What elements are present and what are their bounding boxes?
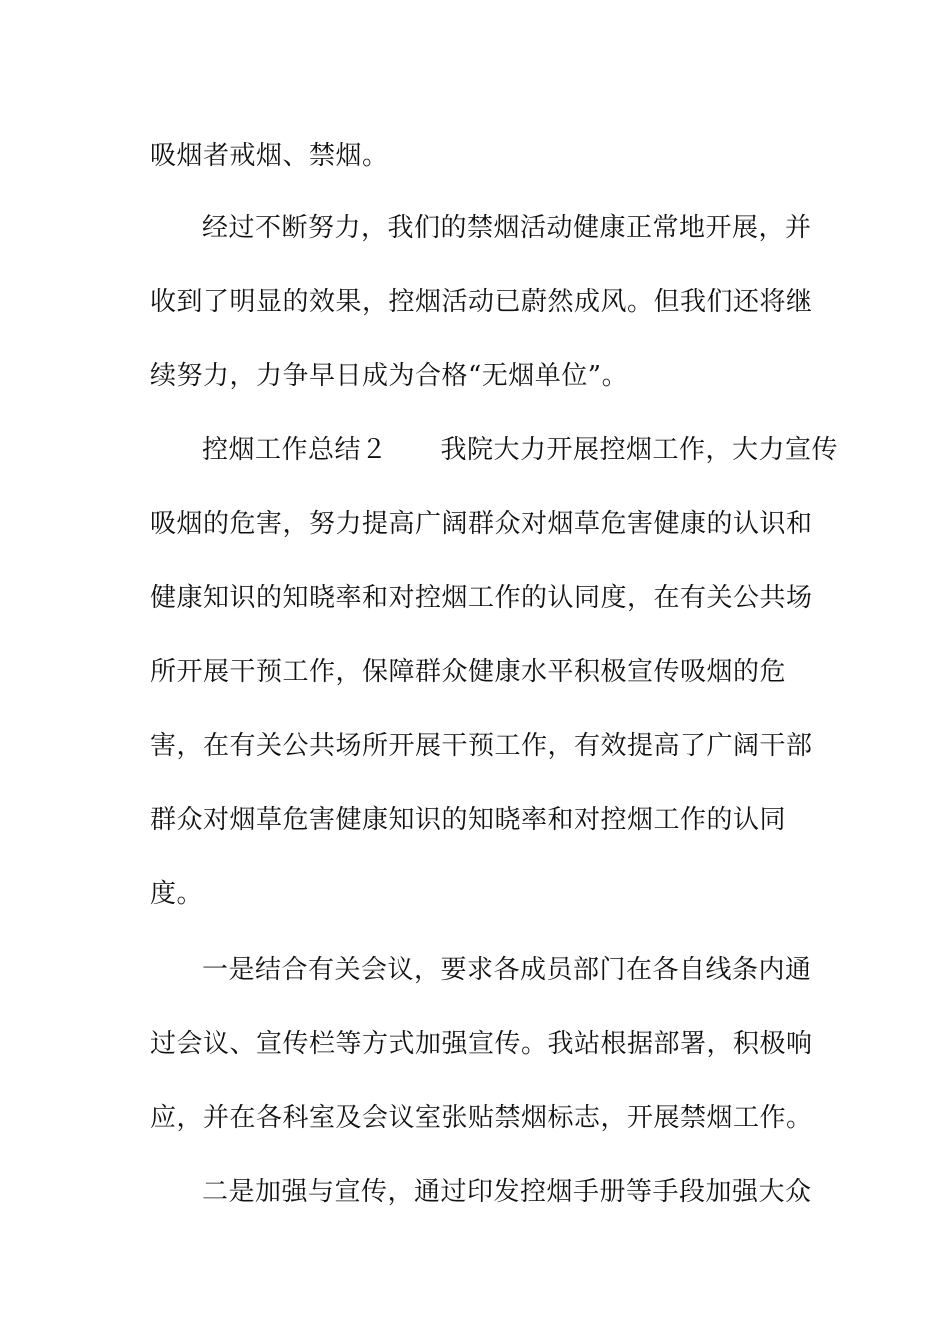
paragraph-start: 控烟工作总结２ 我院大力开展控烟工作，大力宣传 bbox=[202, 435, 839, 465]
text-line: 续努力，力争早日成为合格“无烟单位”。 bbox=[150, 361, 629, 391]
paragraph-start: 经过不断努力，我们的禁烟活动健康正常地开展，并 bbox=[202, 213, 812, 243]
text-line: 群众对烟草危害健康知识的知晓率和对控烟工作的认同 bbox=[150, 805, 787, 835]
text-line: 度。 bbox=[150, 879, 204, 909]
text-line: 所开展干预工作，保障群众健康水平积极宣传吸烟的危 bbox=[150, 657, 787, 687]
paragraph-start: 一是结合有关会议，要求各成员部门在各自线条内通 bbox=[202, 955, 812, 985]
text-line: 害，在有关公共场所开展干预工作，有效提高了广阔干部 bbox=[150, 731, 813, 761]
text-line: 吸烟者戒烟、禁烟。 bbox=[150, 141, 389, 171]
text-line: 吸烟的危害，努力提高广阔群众对烟草危害健康的认识和 bbox=[150, 509, 813, 539]
text-line: 过会议、宣传栏等方式加强宣传。我站根据部署，积极响 bbox=[150, 1029, 813, 1059]
text-line: 健康知识的知晓率和对控烟工作的认同度，在有关公共场 bbox=[150, 583, 813, 613]
paragraph-start: 二是加强与宣传，通过印发控烟手册等手段加强大众 bbox=[202, 1177, 812, 1207]
text-line: 收到了明显的效果，控烟活动已蔚然成风。但我们还将继 bbox=[150, 287, 813, 317]
text-line: 应，并在各科室及会议室张贴禁烟标志，开展禁烟工作。 bbox=[150, 1103, 813, 1133]
